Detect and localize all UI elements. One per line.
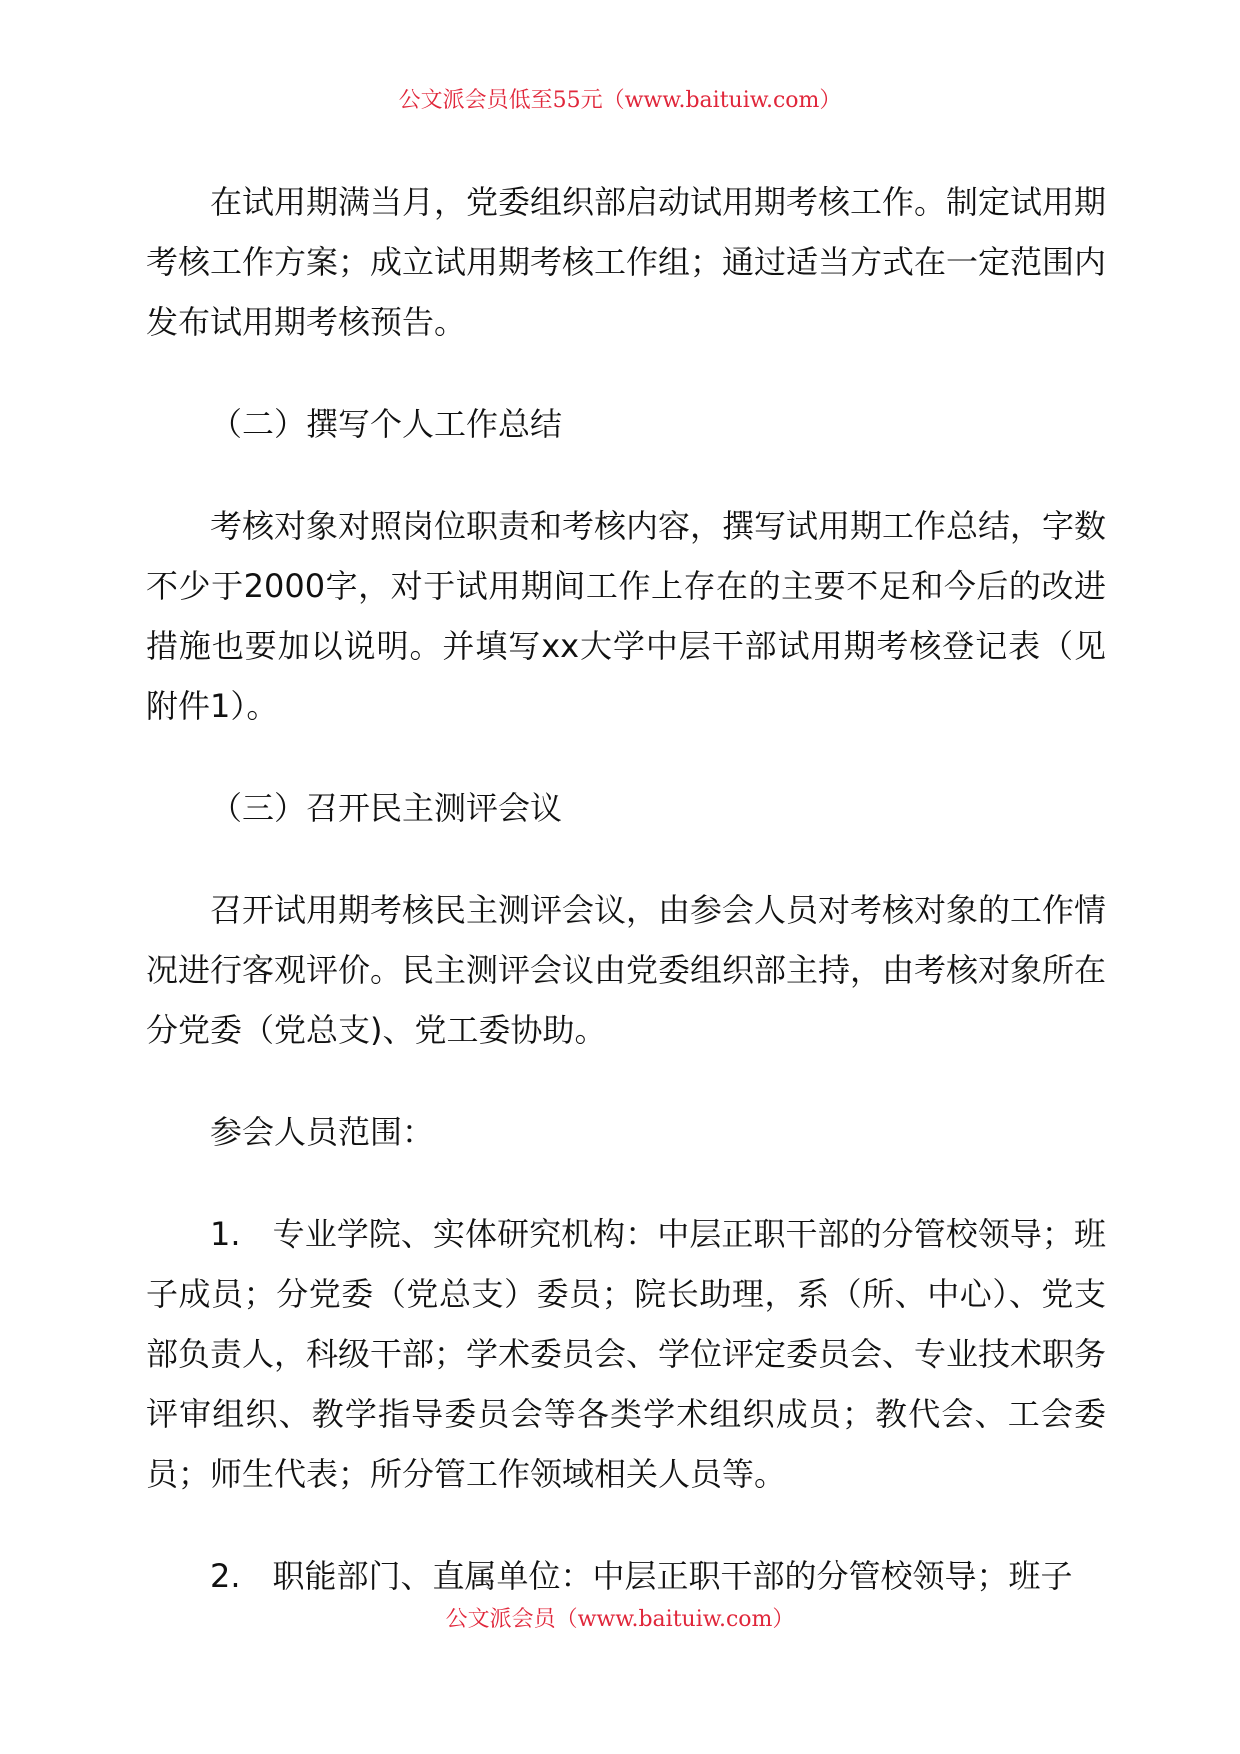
list-item-1: 1. 专业学院、实体研究机构：中层正职干部的分管校领导；班子成员；分党委（党总支）委员；院长助理，系（所、中心）、党支部负责人，科级干部；学术委员会、学位评定委员会、专业技术职务评审组织、教学指导委员会等各类学术组织成员；教代会、工会委员；师生代表；所分管工作领域相关人员等。 — [146, 1215, 1107, 1493]
paragraph-democratic-evaluation: 召开试用期考核民主测评会议，由参会人员对考核对象的工作情况进行客观评价。民主测评会议由党委组织部主持，由考核对象所在分党委（党总支)、党工委协助。 — [146, 891, 1107, 1049]
watermark-footer: 公文派会员（www.baituiw.com） — [445, 1607, 795, 1632]
section-heading-2: （二）撰写个人工作总结 — [210, 405, 563, 443]
list-item-2: 2. 职能部门、直属单位：中层正职干部的分管校领导；班子 — [210, 1557, 1073, 1595]
paragraph-gap — [146, 352, 1106, 394]
paragraph-work-summary: 考核对象对照岗位职责和考核内容，撰写试用期工作总结，字数不少于2000字，对于试用期间工作上存在的主要不足和今后的改进措施也要加以说明。并填写xx大学中层干部试用期考核登记表（见附件1）。 — [146, 507, 1107, 725]
paragraph-gap — [146, 454, 1106, 496]
paragraph-gap — [146, 1060, 1106, 1102]
paragraph-exam-start: 在试用期满当月，党委组织部启动试用期考核工作。制定试用期考核工作方案；成立试用期考核工作组；通过适当方式在一定范围内发布试用期考核预告。 — [146, 183, 1107, 341]
section-heading-3: （三）召开民主测评会议 — [210, 789, 563, 827]
paragraph-gap — [146, 1504, 1106, 1546]
paragraph-participants-label: 参会人员范围： — [210, 1113, 435, 1151]
paragraph-gap — [146, 1162, 1106, 1204]
watermark-header: 公文派会员低至55元（www.baituiw.com） — [398, 88, 842, 113]
paragraph-gap — [146, 736, 1106, 778]
document-body — [146, 172, 1106, 1606]
paragraph-gap — [146, 838, 1106, 880]
